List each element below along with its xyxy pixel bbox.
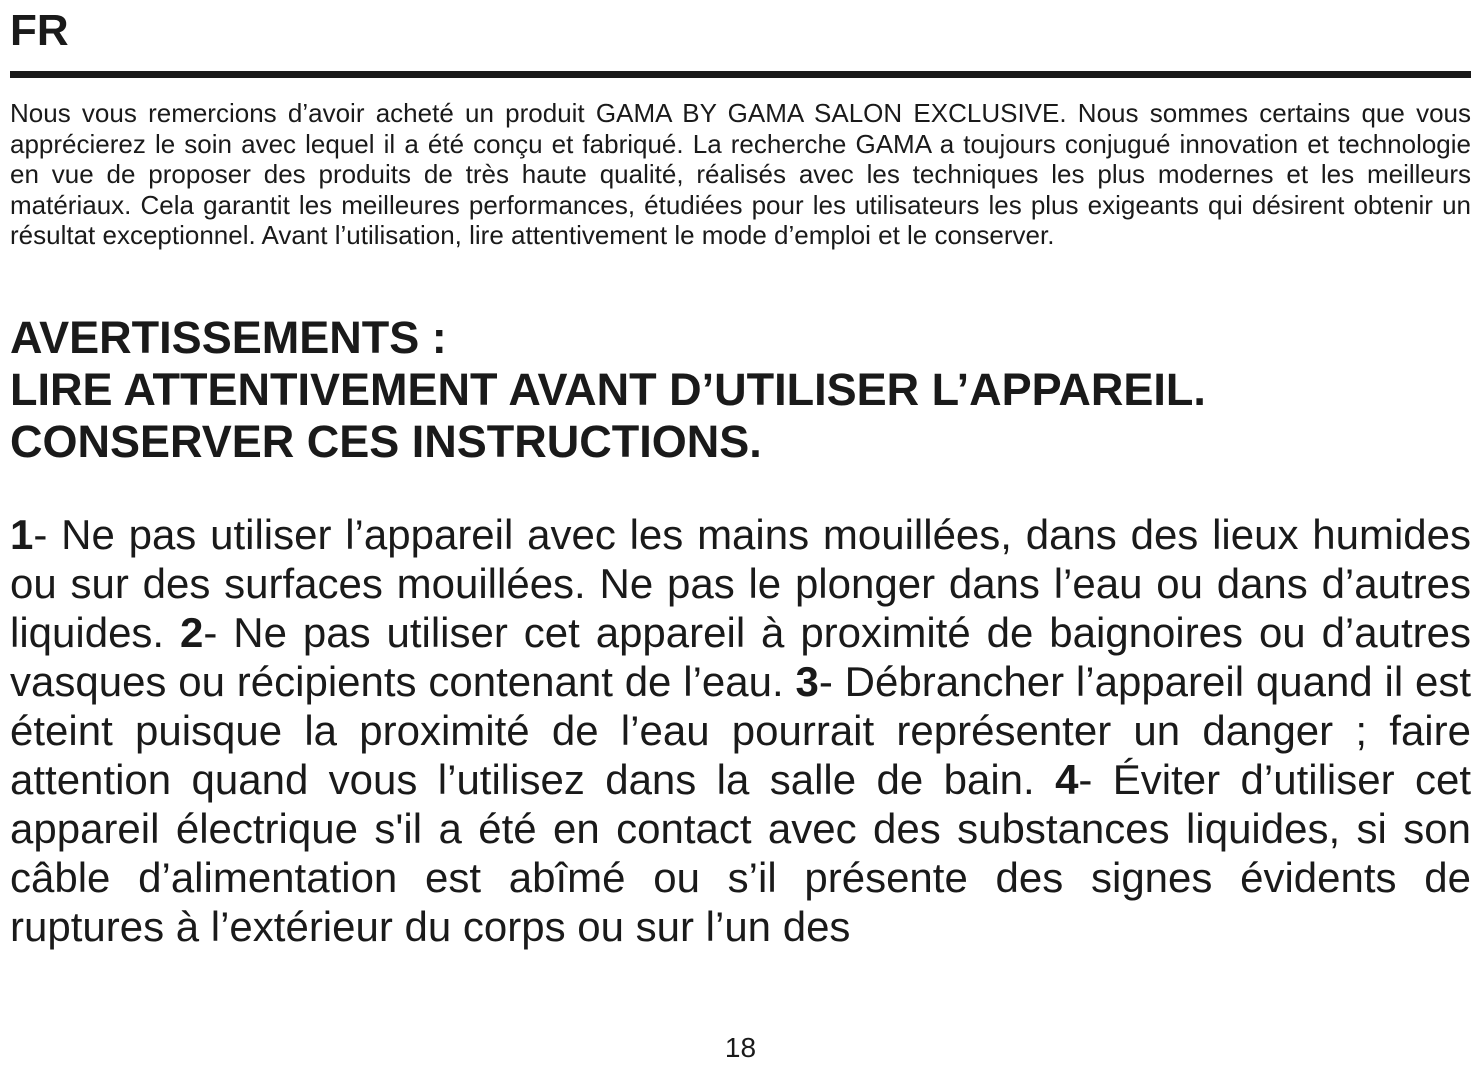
item-number: 4	[1055, 756, 1079, 803]
intro-paragraph: Nous vous remercions d’avoir acheté un produit GAMA BY GAMA SALON EXCLUSIVE. Nous sommes certains que vous apprécierez le soin avec lequel il a été conçu et fabriqué. La recherche GAMA a toujours conjugué innovation et technologie en vue de proposer des produits de très haute qualité, réalisés avec les techniques les plus modernes et les meilleurs matériaux. Cela garantit les meilleures performances, étudiées pour les utilisateurs les plus exigeants qui désirent obtenir un résultat exceptionnel. Avant l’utilisation, lire attentivement le mode d’emploi et le conserver.	[10, 98, 1471, 250]
item-number: 3	[795, 658, 819, 705]
item-text: - Éviter d’utiliser cet appareil électrique s'il a été en contact avec des substances liquides, si son câble d’alimentation est abîmé ou s’il présente des signes évidents de ruptures à l’extérieur du corps ou sur l’un des	[10, 756, 1471, 950]
language-label: FR	[10, 6, 69, 55]
warnings-keep-instructions: CONSERVER CES INSTRUCTIONS.	[10, 416, 762, 467]
header-divider	[10, 71, 1471, 78]
item-text: - Ne pas utiliser l’appareil avec les mains mouillées, dans des lieux humides ou sur des surfaces mouillées. Ne pas le plonger dans l’eau ou dans d’autres liquides.	[10, 511, 1471, 656]
safety-instructions	[10, 510, 1471, 951]
item-text: - Ne pas utiliser cet appareil à proximité de baignoires ou d’autres vasques ou récipients contenant de l’eau.	[10, 609, 1471, 705]
page-number: 18	[724, 1032, 757, 1063]
warnings-title: AVERTISSEMENTS :	[10, 312, 447, 363]
item-number: 1	[10, 511, 34, 558]
warnings-heading	[10, 312, 1471, 468]
item-number: 2	[180, 609, 204, 656]
warnings-read-carefully: LIRE ATTENTIVEMENT AVANT D’UTILISER L’APPAREIL.	[10, 364, 1206, 415]
item-text: - Débrancher l’appareil quand il est éteint puisque la proximité de l’eau pourrait représenter un danger ; faire attention quand vous l’utilisez dans la salle de bain.	[10, 658, 1472, 803]
